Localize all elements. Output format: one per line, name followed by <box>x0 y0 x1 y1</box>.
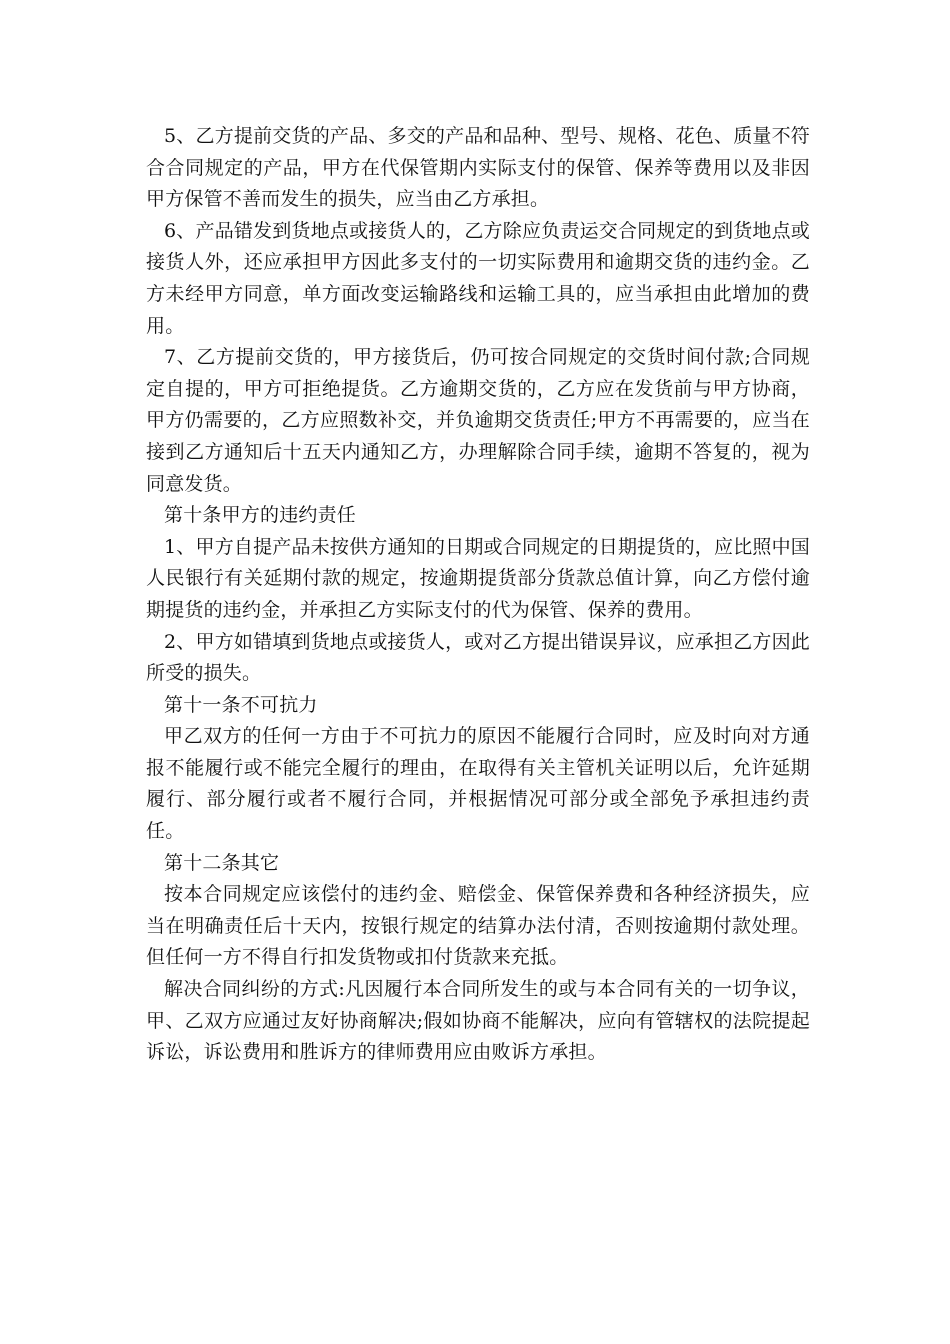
article-11-paragraph: 甲乙双方的任何一方由于不可抗力的原因不能履行合同时，应及时向对方通报不能履行或不能完全履行的理由，在取得有关主管机关证明以后，允许延期履行、部分履行或者不履行合同，并根据情况可部分或全部免予承担违约责任。 <box>146 725 810 843</box>
document-body <box>146 121 810 1069</box>
clause-7-paragraph: 7、乙方提前交货的，甲方接货后，仍可按合同规定的交货时间付款;合同规定自提的，甲方可拒绝提货。乙方逾期交货的，乙方应在发货前与甲方协商，甲方仍需要的，乙方应照数补交，并负逾期交货责任;甲方不再需要的，应当在接到乙方通知后十五天内通知乙方，办理解除合同手续，逾期不答复的，视为同意发货。 <box>146 346 810 495</box>
article-12-heading: 第十二条其它 <box>164 851 280 874</box>
clause-5-paragraph: 5、乙方提前交货的产品、多交的产品和品种、型号、规格、花色、质量不符合合同规定的产品，甲方在代保管期内实际支付的保管、保养等费用以及非因甲方保管不善而发生的损失，应当由乙方承担。 <box>146 125 810 211</box>
clause-6-paragraph: 6、产品错发到货地点或接货人的，乙方除应负责运交合同规定的到货地点或接货人外，还应承担甲方因此多支付的一切实际费用和逾期交货的违约金。乙方未经甲方同意，单方面改变运输路线和运输工具的，应当承担由此增加的费用。 <box>146 219 810 337</box>
article-12-paragraph-1: 按本合同规定应该偿付的违约金、赔偿金、保管保养费和各种经济损失，应当在明确责任后十天内，按银行规定的结算办法付清，否则按逾期付款处理。但任何一方不得自行扣发货物或扣付货款来充抵。 <box>146 883 810 969</box>
article-10-heading: 第十条甲方的违约责任 <box>164 504 357 527</box>
article-10-item-1-paragraph: 1、甲方自提产品未按供方通知的日期或合同规定的日期提货的，应比照中国人民银行有关延期付款的规定，按逾期提货部分货款总值计算，向乙方偿付逾期提货的违约金，并承担乙方实际支付的代为保管、保养的费用。 <box>146 535 810 621</box>
dispute-resolution-paragraph: 解决合同纠纷的方式:凡因履行本合同所发生的或与本合同有关的一切争议，甲、乙双方应通过友好协商解决;假如协商不能解决，应向有管辖权的法院提起诉讼，诉讼费用和胜诉方的律师费用应由败诉方承担。 <box>146 978 810 1064</box>
article-11-heading: 第十一条不可抗力 <box>164 693 318 716</box>
article-10-item-2-paragraph: 2、甲方如错填到货地点或接货人，或对乙方提出错误异议，应承担乙方因此所受的损失。 <box>146 630 810 685</box>
